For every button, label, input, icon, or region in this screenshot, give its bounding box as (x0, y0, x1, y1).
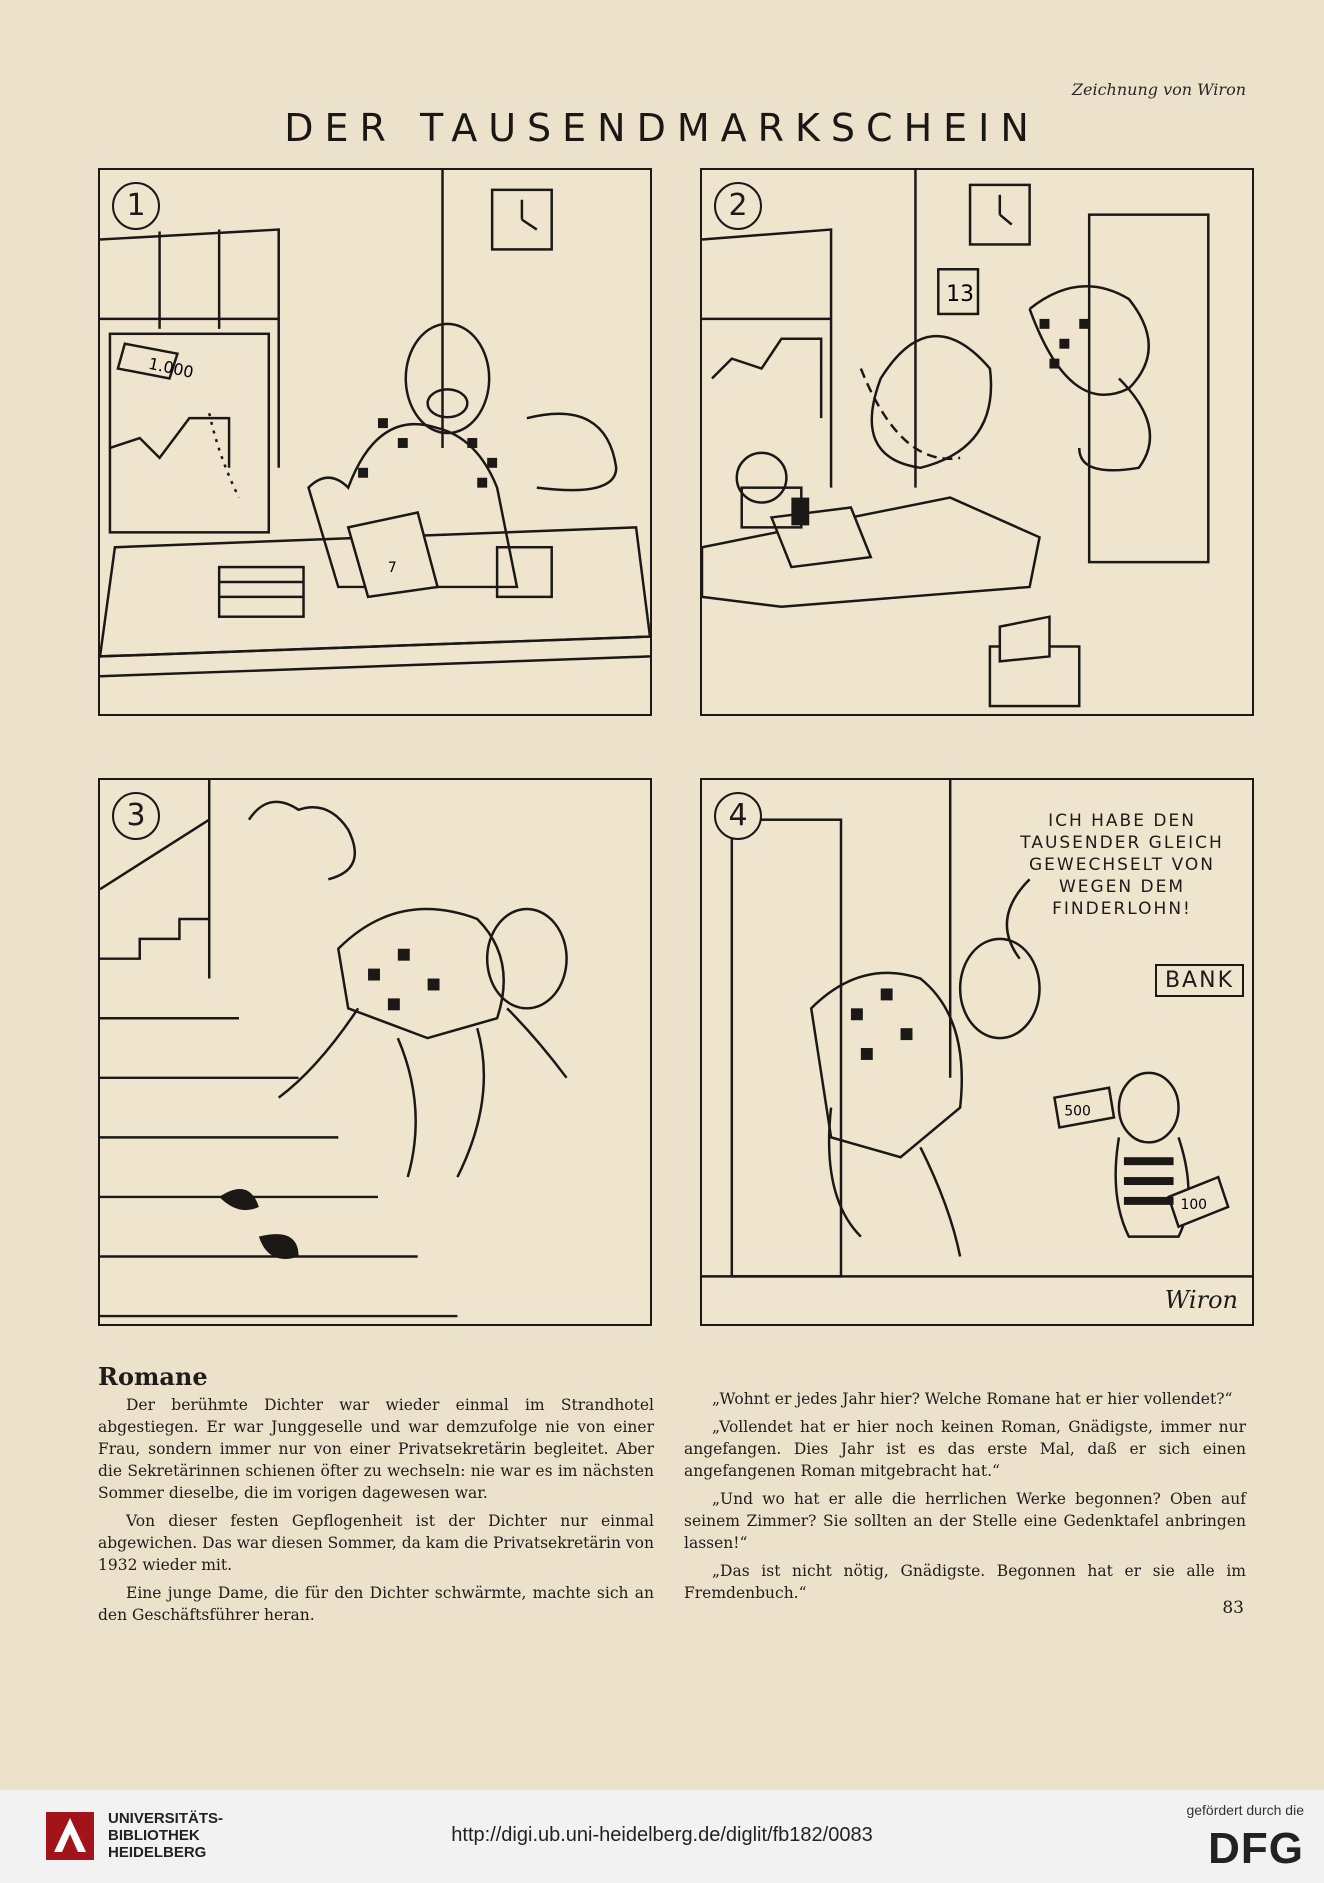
banknote-100: 100 (1180, 1196, 1207, 1213)
speech-bubble-text: ICH HABE DEN TAUSENDER GLEICH GEWECHSELT VON WEGEN DEM FINDERLOHN! (1020, 811, 1224, 919)
panel-number: 3 (112, 792, 160, 840)
article-paragraph: Von dieser festen Gepflogenheit ist der Dichter nur einmal abgewichen. Das war diesen Sommer, da kam die Privatsekretärin von 1932 wieder mit. (98, 1512, 654, 1574)
bank-sign: BANK (1155, 964, 1244, 997)
article-paragraph: „Und wo hat er alle die herrlichen Werke begonnen? Oben auf seinem Zimmer? Sie sollten an der Stelle eine Gedenktafel anbringen lassen!“ (684, 1490, 1246, 1552)
article-left-column (98, 1362, 654, 1632)
article-heading: Romane (98, 1362, 208, 1391)
comic-panel-2 (700, 168, 1254, 716)
article-paragraph: Eine junge Dame, die für den Dichter schwärmte, machte sich an den Geschäftsführer heran. (98, 1584, 654, 1624)
article-paragraph: „Vollendet hat er hier noch keinen Roman, Gnädigste, immer nur angefangen. Dies Jahr ist es das erste Mal, daß er sich einen angefangenen Roman mitgebracht hat.“ (684, 1418, 1246, 1480)
banknote-label: 1.000 (146, 353, 196, 382)
article-paragraph: Der berühmte Dichter war wieder einmal im Strandhotel abgestiegen. Er war Junggeselle und war demzufolge nie von einer Frau, sondern immer nur von einer Privatsekretärin begleitet. Aber die Sekretärinnen schienen öfter zu wechseln: nie war es im nächsten Sommer dieselbe, die im vorigen dagewesen war. (98, 1396, 654, 1502)
panel-number: 1 (112, 182, 160, 230)
comic-panel-4 (700, 778, 1254, 1326)
comic-panel-3 (98, 778, 652, 1326)
panel-2-drawing (702, 170, 1252, 714)
article-paragraph: „Das ist nicht nötig, Gnädigste. Begonnen hat er sie alle im Fremdenbuch.“ (684, 1562, 1246, 1602)
dfg-logo: DFG (1208, 1824, 1304, 1873)
page-number: 83 (1222, 1598, 1244, 1618)
document-url-link[interactable]: http://digi.ub.uni-heidelberg.de/diglit/fb182/0083 (451, 1824, 873, 1846)
banknote-500: 500 (1064, 1103, 1091, 1120)
comic-panel-1 (98, 168, 652, 716)
panel-3-drawing (100, 780, 650, 1324)
article-right-column (684, 1388, 1246, 1610)
paper-label: 7 (387, 560, 397, 577)
funding-label: gefördert durch die (1186, 1802, 1304, 1818)
calendar-date: 13 (946, 282, 975, 308)
digitization-footer (0, 1790, 1324, 1883)
clock-icon (492, 190, 552, 250)
panel-1-drawing (100, 170, 650, 714)
page-title: DER TAUSENDMARKSCHEIN (284, 106, 1040, 150)
library-name: UNIVERSITÄTS- BIBLIOTHEK HEIDELBERG (108, 1810, 224, 1861)
illustration-credit: Zeichnung von Wiron (1071, 80, 1246, 99)
panel-number: 2 (714, 182, 762, 230)
panel-number: 4 (714, 792, 762, 840)
article-paragraph: „Wohnt er jedes Jahr hier? Welche Romane hat er hier vollendet?“ (712, 1390, 1233, 1408)
artist-signature: Wiron (1164, 1286, 1238, 1314)
